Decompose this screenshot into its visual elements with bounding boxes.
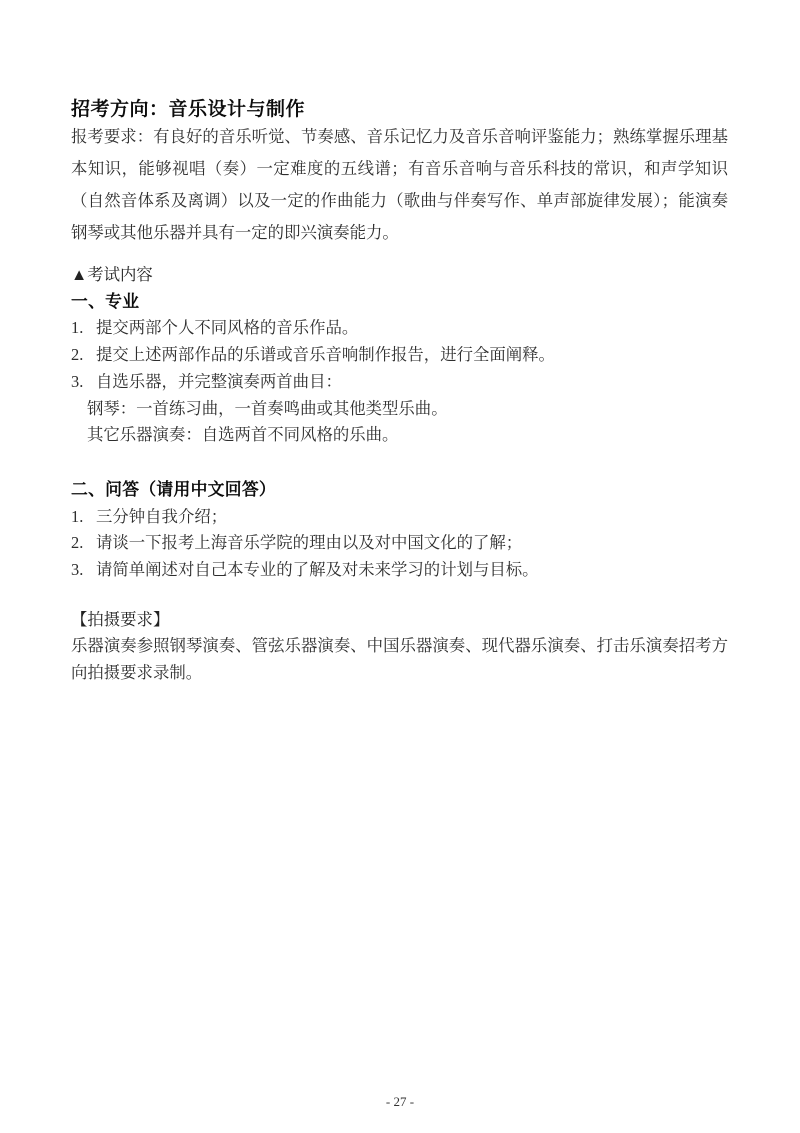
shooting-requirements-body: 乐器演奏参照钢琴演奏、管弦乐器演奏、中国乐器演奏、现代器乐演奏、打击乐演奏招考方向拍摄要求录制。 [71, 636, 728, 683]
shooting-requirements-heading: 【拍摄要求】 [71, 609, 170, 629]
sub-item-piano: 钢琴：一首练习曲，一首奏鸣曲或其他类型乐曲。 [87, 398, 448, 418]
page-number: - 27 - [385, 1094, 415, 1109]
list-item-number: 3. [71, 560, 84, 580]
list-item [71, 530, 728, 557]
section-1-heading: 一、专业 [71, 291, 140, 311]
list-item-text: 请谈一下报考上海音乐学院的理由以及对中国文化的了解； [96, 533, 523, 553]
section-2-heading: 二、问答（请用中文回答） [71, 479, 276, 499]
sub-item-other-instruments: 其它乐器演奏：自选两首不同风格的乐曲。 [87, 425, 399, 445]
list-item [71, 504, 728, 531]
admission-requirements-paragraph: 报考要求：有良好的音乐听觉、节奏感、音乐记忆力及音乐音响评鉴能力；熟练掌握乐理基本知识，能够视唱（奏）一定难度的五线谱；有音乐音响与音乐科技的常识，和声学知识（自然音体系及离调）以及一定的作曲能力（歌曲与伴奏写作、单声部旋律发展）；能演奏钢琴或其他乐器并具有一定的即兴演奏能力。 [71, 127, 728, 242]
page-title: 招考方向：音乐设计与制作 [71, 99, 306, 120]
list-item [71, 557, 728, 584]
list-item-text: 三分钟自我介绍； [96, 506, 228, 526]
exam-content-marker: ▲考试内容 [71, 265, 153, 284]
list-item [71, 369, 728, 396]
list-item-number: 1. [71, 318, 84, 338]
list-item-number: 2. [71, 533, 84, 553]
list-item-number: 1. [71, 506, 84, 526]
list-item-text: 自选乐器，并完整演奏两首曲目： [96, 371, 342, 391]
exam-content-block [71, 262, 728, 687]
list-item [71, 315, 728, 342]
list-item-text: 提交两部个人不同风格的音乐作品。 [96, 318, 359, 338]
list-item-number: 3. [71, 371, 84, 391]
list-item-text: 提交上述两部作品的乐谱或音乐音响制作报告，进行全面阐释。 [96, 345, 555, 365]
list-item-text: 请简单阐述对自己本专业的了解及对未来学习的计划与目标。 [96, 560, 539, 580]
list-item-number: 2. [71, 345, 84, 365]
list-item [71, 342, 728, 369]
